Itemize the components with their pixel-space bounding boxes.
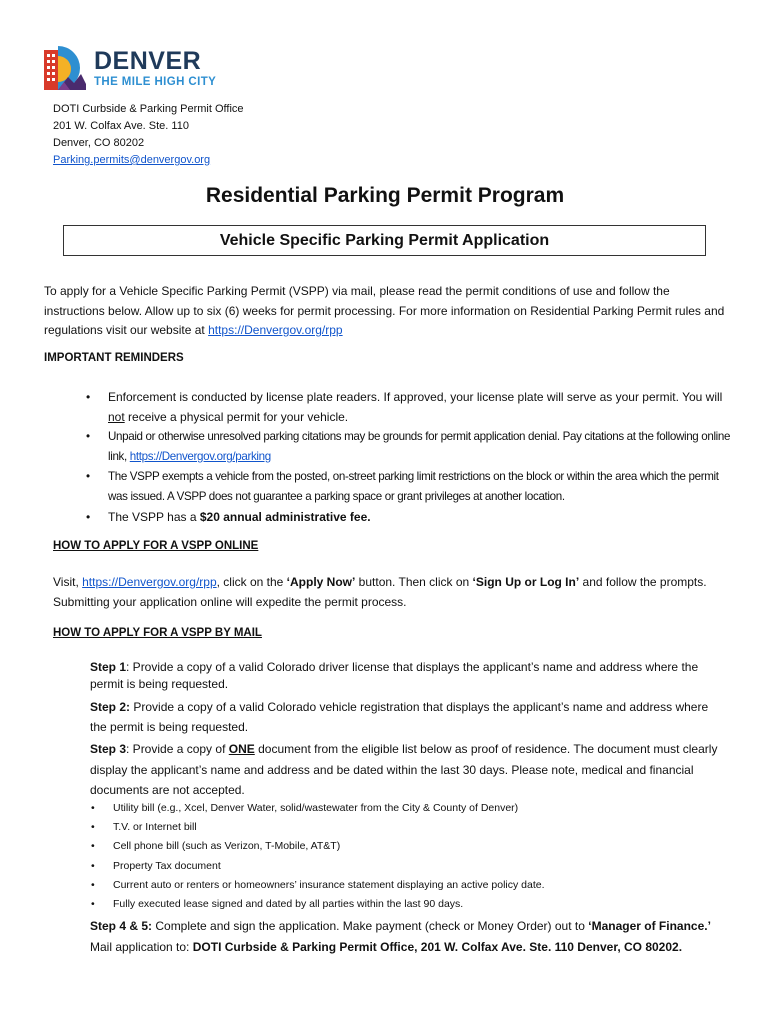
one-document-emphasis: ONE [228,742,255,756]
step-text: : Provide a copy of a valid Colorado driver license that displays the applicant’s name and address where the permit is being requested. [90,660,699,691]
office-street: 201 W. Colfax Ave. Ste. 110 [53,120,189,132]
online-text: and follow the prompts. Submitting your application online will expedite the permit process. [53,575,707,609]
step-text: Complete and sign the application. Make payment (check or Money Order) out to [152,919,589,933]
reminder-text: Enforcement is conducted by license plate readers. If approved, your license plate will serve as your permit. You will [108,390,723,404]
rpp-website-link[interactable]: https://Denvergov.org/rpp [208,323,343,337]
reminder-text: The VSPP has a [108,510,200,524]
reminder-text: Unpaid or otherwise unresolved parking citations may be grounds for permit application denial. Pay citations at the following online link, [108,430,731,463]
step-label: Step 2: [90,700,131,714]
document-item: • Utility bill (e.g., Xcel, Denver Water, solid/wastewater from the City & County of Denver) [113,799,713,818]
office-email-link[interactable]: Parking.permits@denvergov.org [53,154,211,166]
intro-paragraph [44,282,730,341]
step-4-5 [90,916,725,957]
online-heading: HOW TO APPLY FOR A VSPP ONLINE [53,540,259,552]
step-2 [90,697,725,737]
reminders-heading: IMPORTANT REMINDERS [44,352,184,364]
eligible-documents-list [113,799,713,914]
reminders-list [108,387,733,527]
office-address [53,101,244,169]
online-paragraph [53,573,713,612]
step-label: Step 4 & 5: [90,919,153,933]
rpp-online-link[interactable]: https://Denvergov.org/rpp [82,575,217,589]
denver-skyline-icon [44,44,88,94]
parking-citations-link[interactable]: https://Denvergov.org/parking [129,450,271,463]
application-title-box: Vehicle Specific Parking Permit Application [63,225,706,256]
fee-amount: $20 annual administrative fee. [199,510,371,524]
step-label: Step 3 [90,742,127,756]
step-text: Provide a copy of a valid Colorado vehicle registration that displays the applicant’s name and address where the permit is being requested. [90,700,709,734]
document-item: • T.V. or Internet bill [113,818,713,837]
online-text: Visit, [53,575,83,589]
reminder-not-emphasis: not [108,410,125,424]
office-name: DOTI Curbside & Parking Permit Office [53,103,244,115]
reminder-text: receive a physical permit for your vehicle. [124,410,349,424]
logo-tagline: THE MILE HIGH CITY [94,76,217,88]
online-text: , click on the [216,575,287,589]
step-3 [90,739,725,801]
step-text: : Provide a copy of [126,742,229,756]
reminder-exemption: • The VSPP exempts a vehicle from the posted, on-street parking limit restrictions on the block or within the area which the permit was issued. A VSPP does not guarantee a parking space or grant privileges at another location. [108,467,733,507]
mailing-address: DOTI Curbside & Parking Permit Office, 201 W. Colfax Ave. Ste. 110 Denver, CO 80202. [192,939,683,954]
denver-logo [44,44,234,94]
payee-name: ‘Manager of Finance.’ [588,919,711,933]
step-1 [90,659,725,693]
online-text: button. Then click on [355,575,473,589]
step-text: Mail application to: [90,939,193,954]
logo-wordmark: DENVER [94,47,202,75]
page-title: Residential Parking Permit Program [205,184,565,207]
intro-text: To apply for a Vehicle Specific Parking Permit (VSPP) via mail, please read the permit conditions of use and follow the instructions below. Allow up to six (6) weeks for permit processing. For more information on Residential Parking Permit rules and regulations visit our website at [44,284,725,337]
reminder-license-plate [108,387,733,427]
document-item: • Cell phone bill (such as Verizon, T-Mobile, AT&T) [113,837,713,856]
document-item: • Property Tax document [113,857,713,876]
document-item: • Fully executed lease signed and dated by all parties within the last 90 days. [113,895,713,914]
reminder-fee [108,507,733,527]
step-text: document from the eligible list below as proof of residence. The document must clearly display the applicant’s name and address and be dated within the last 30 days. Please note, medical and financial documents are not accepted. [90,742,718,797]
step-label: Step 1 [90,660,127,674]
office-city: Denver, CO 80202 [53,137,145,149]
sign-up-label: ‘Sign Up or Log In’ [472,575,580,589]
apply-now-label: ‘Apply Now’ [286,575,356,589]
document-item: • Current auto or renters or homeowners’ insurance statement displaying an active policy date. [113,876,713,895]
mail-heading: HOW TO APPLY FOR A VSPP BY MAIL [53,627,262,639]
reminder-citations [108,427,733,467]
